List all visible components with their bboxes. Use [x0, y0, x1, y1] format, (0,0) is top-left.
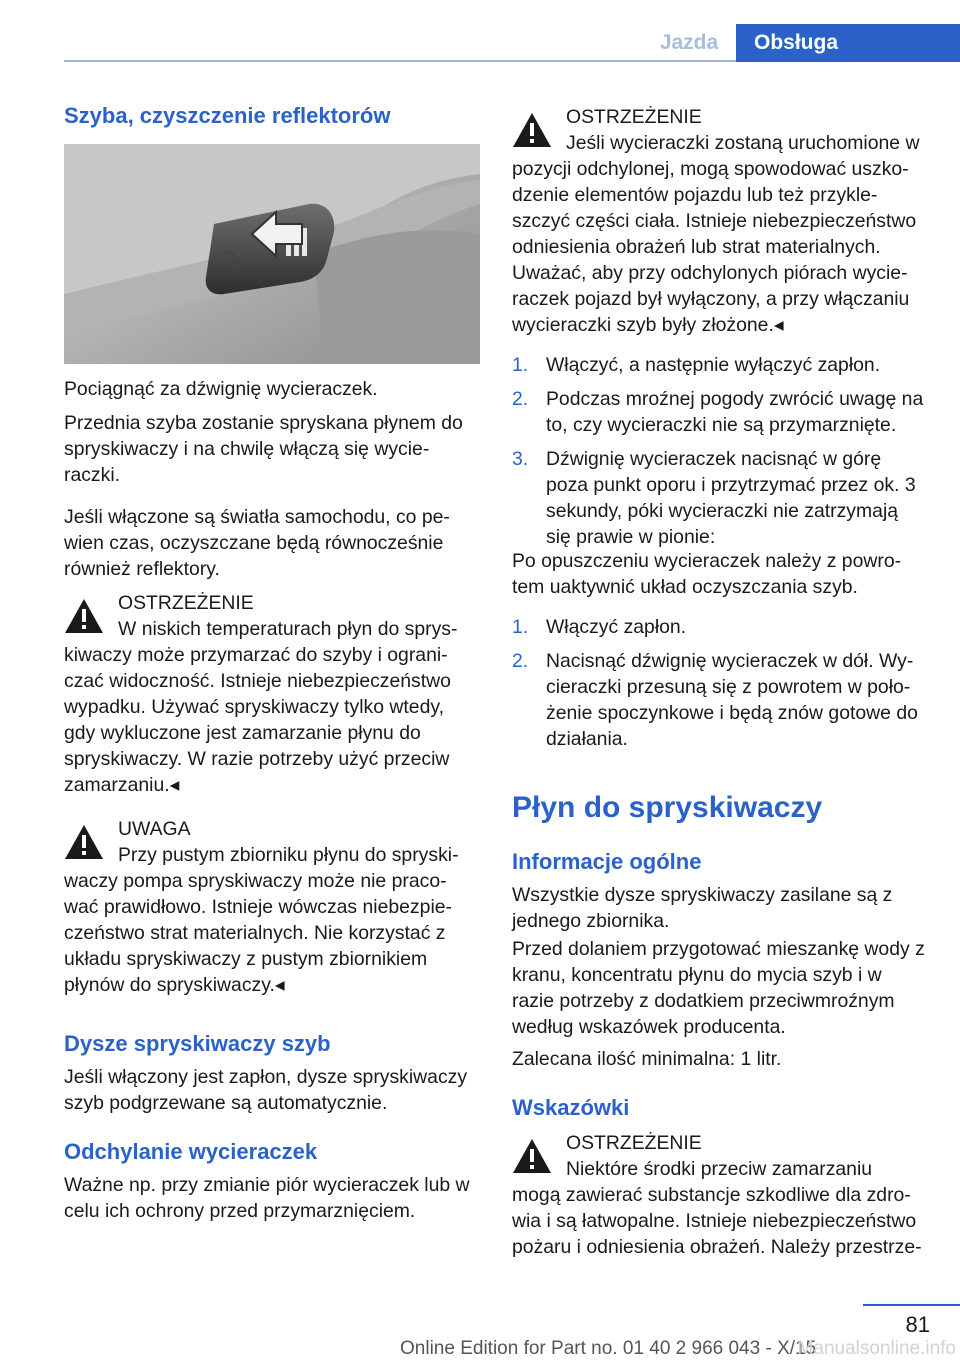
notice-label: UWAGA [118, 818, 191, 840]
photo-caption: Pociągnąć za dźwignię wycieraczek. [64, 378, 378, 400]
paragraph-headlights: Jeśli włączone są światła samochodu, co pe-wien czas, oczyszczane będą równocześnie również reflektory. [64, 506, 450, 580]
paragraph-info-2: Przed dolaniem przygotować mieszankę wody z kranu, koncentratu płynu do mycia szyb i w razie potrzeby z dodatkiem przeciwmroźnym według wskazówek producenta. [512, 938, 925, 1038]
warning-triangle-icon [64, 824, 104, 860]
heading-fold-wipers: Odchylanie wycieraczek [64, 1139, 318, 1164]
warning-first-line: Niektóre środki przeciw zamarzaniu [566, 1158, 873, 1180]
footer-rule [863, 1304, 960, 1306]
warning-first-line: W niskich temperaturach płyn do sprys- [118, 618, 458, 640]
notice-text: waczy pompa spryskiwaczy może nie praco-wać prawidłowo. Istnieje wówczas niebezpie-czeństwo strat materialnych. Nie korzystać z układu spryskiwaczy z pustym zbiornikiem płynów do spryskiwaczy.◂ [64, 870, 452, 996]
steps-reactivate [512, 614, 928, 760]
heading-nozzles: Dysze spryskiwaczy szyb [64, 1031, 331, 1056]
paragraph-after-lowering: Po opuszczeniu wycieraczek należy z powro-tem uaktywnić układ oczyszczania szyb. [512, 550, 902, 598]
warning-text: pozycji odchylonej, mogą spowodować uszko-dzenie elementów pojazdu lub też przykle-szczyć części ciała. Istnieje niebezpieczeństwo odniesienia obrażeń lub strat materialnych. Uważać, aby przy odchylonych piórach wycie-raczek pojazd był wyłączony, a przy włączaniu wycieraczki szyb były złożone.◂ [512, 158, 917, 336]
paragraph-nozzles: Jeśli włączony jest zapłon, dysze spryskiwaczy szyb podgrzewane są automatycznie. [64, 1066, 468, 1114]
notice-empty-tank [64, 816, 480, 998]
warning-folded-wipers [512, 104, 928, 338]
list-number: 1. [512, 354, 529, 376]
page-number: 81 [905, 1312, 930, 1337]
warning-label: OSTRZEŻENIE [566, 106, 702, 128]
list-item [512, 648, 928, 752]
list-item [512, 386, 928, 438]
list-item [512, 614, 928, 640]
warning-text: mogą zawierać substancje szkodliwe dla zdro-wia i są łatwopalne. Istnieje niebezpieczeństwo pożaru i odniesienia obrażeń. Należy przestrze- [512, 1184, 922, 1258]
tab-obsluga[interactable]: Obsługa [736, 24, 960, 62]
list-text: Nacisnąć dźwignię wycieraczek w dół. Wy-cieraczki przesuną się z powrotem w poło-żenie spoczynkowe i będą znów gotowe do działania. [546, 650, 918, 750]
warning-freezing [64, 590, 480, 798]
warning-antifreeze [512, 1130, 928, 1260]
list-text: Włączyć zapłon. [546, 616, 687, 638]
edition-note: Online Edition for Part no. 01 40 2 966 043 - X/15 [400, 1338, 817, 1359]
heading-washer-fluid: Płyn do spryskiwaczy [512, 791, 823, 824]
list-number: 1. [512, 616, 529, 638]
tab-jazda[interactable]: Jazda [659, 31, 719, 54]
warning-first-line: Jeśli wycieraczki zostaną uruchomione w [566, 132, 920, 154]
steps-fold-wipers [512, 352, 928, 558]
list-item [512, 352, 928, 378]
warning-label: OSTRZEŻENIE [566, 1132, 702, 1154]
warning-label: OSTRZEŻENIE [118, 592, 254, 614]
warning-triangle-icon [512, 112, 552, 148]
paragraph-info-3: Zalecana ilość minimalna: 1 litr. [512, 1048, 782, 1070]
warning-triangle-icon [64, 598, 104, 634]
section-title-reflectors: Szyba, czyszczenie reflektorów [64, 103, 391, 128]
list-text: Włączyć, a następnie wyłączyć zapłon. [546, 354, 881, 376]
notice-first-line: Przy pustym zbiorniku płynu do spryski- [118, 844, 459, 866]
paragraph-spray: Przednia szyba zostanie spryskana płynem do spryskiwaczy i na chwilę włączą się wycie-raczki. [64, 412, 463, 486]
watermark: Manualsonline.info [797, 1338, 956, 1359]
paragraph-fold-wipers: Ważne np. przy zmianie piór wycieraczek lub w celu ich ochrony przed przymarznięciem. [64, 1174, 470, 1222]
wiper-lever-photo [64, 144, 480, 364]
warning-triangle-icon [512, 1138, 552, 1174]
paragraph-info-1: Wszystkie dysze spryskiwaczy zasilane są z jednego zbiornika. [512, 884, 893, 932]
heading-hints: Wskazówki [512, 1095, 630, 1120]
list-number: 2. [512, 388, 529, 410]
list-text: Dźwignię wycieraczek nacisnąć w górę poza punkt oporu i przytrzymać przez ok. 3 sekundy, póki wycieraczki nie zatrzymają się prawie w pionie: [546, 448, 916, 548]
wiper-lever-illustration [64, 144, 480, 364]
list-number: 2. [512, 650, 529, 672]
list-text: Podczas mroźnej pogody zwrócić uwagę na to, czy wycieraczki nie są przymarznięte. [546, 388, 924, 436]
warning-text: kiwaczy może przymarzać do szyby i ograni-czać widoczność. Istnieje niebezpieczeństwo wypadku. Używać spryskiwaczy tylko wtedy, gdy wykluczone jest zamarzanie płynu do spryskiwaczy. W razie potrzeby użyć przeciw zamarzaniu.◂ [64, 644, 451, 796]
list-number: 3. [512, 448, 529, 470]
list-item [512, 446, 928, 550]
heading-general-info: Informacje ogólne [512, 849, 702, 874]
